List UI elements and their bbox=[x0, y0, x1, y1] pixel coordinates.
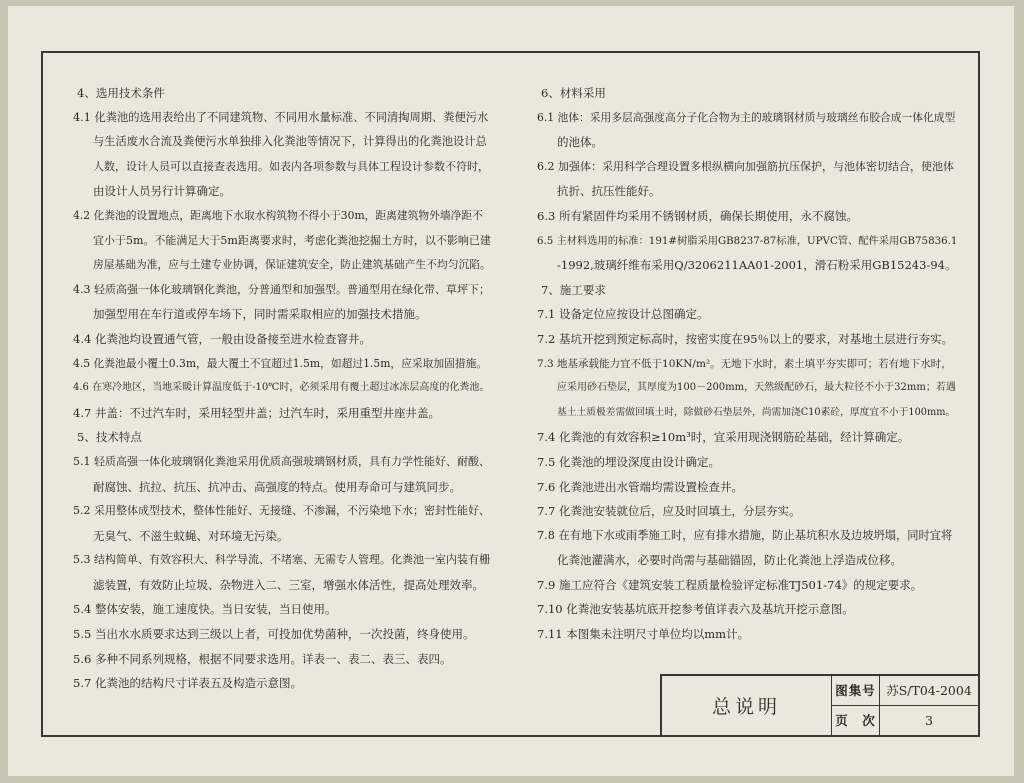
atlas-number-label: 图集号 bbox=[832, 676, 880, 706]
section-heading: 4、选用技术条件 bbox=[77, 86, 165, 100]
clause-line: 5.1 轻质高强一体化玻璃钢化粪池采用优质高强玻璃钢材质，具有力学性能好、耐酸、 bbox=[73, 454, 490, 468]
title-block bbox=[660, 674, 980, 737]
clause-continuation: -1992,玻璃纤维布采用Q/3206211AA01-2001，滑石粉采用GB15243-94。 bbox=[557, 258, 957, 273]
clause-continuation: 的池体。 bbox=[557, 135, 603, 150]
clause-line: 6.5 主材料选用的标准：191#树脂采用GB8237-87标准，UPVC管、配件采用GB75836.1 bbox=[537, 234, 958, 247]
clause-continuation: 宜小于5m。不能满足大于5m距离要求时，考虑化粪池挖掘土方时，以不影响已建 bbox=[93, 233, 491, 247]
clause-line: 7.6 化粪池进出水管端均需设置检查井。 bbox=[537, 479, 743, 494]
clause-line: 5.5 当出水水质要求达到三级以上者，可投加优势菌种，一次投菌，终身使用。 bbox=[73, 627, 475, 642]
clause-line: 6.3 所有紧固件均采用不锈钢材质，确保长期使用，永不腐蚀。 bbox=[537, 208, 858, 223]
clause-line: 4.3 轻质高强一体化玻璃钢化粪池，分普通型和加强型。普通型用在绿化带、草坪下； bbox=[73, 282, 490, 296]
clause-line: 4.6 在寒冷地区，当地采暖计算温度低于-10℃时，必须采用有覆土超过冰冻层高度的化粪池。 bbox=[73, 382, 490, 394]
page-number-label: 页 次 bbox=[832, 706, 880, 736]
clause-line: 7.2 基坑开挖到预定标高时，按密实度在95％以上的要求，对基地土层进行夯实。 bbox=[537, 331, 954, 346]
atlas-number-value: 苏S/T04-2004 bbox=[880, 676, 978, 706]
clause-line: 7.4 化粪池的有效容积≥10m³时，宜采用现浇钢筋砼基础，经计算确定。 bbox=[537, 430, 910, 445]
clause-line: 7.7 化粪池安装就位后，应及时回填土，分层夯实。 bbox=[537, 504, 801, 519]
section-heading: 6、材料采用 bbox=[541, 86, 606, 100]
clause-line: 5.2 采用整体成型技术，整体性能好、无接缝、不渗漏，不污染地下水；密封性能好、 bbox=[73, 504, 490, 518]
drawing-sheet bbox=[8, 6, 1014, 776]
clause-line: 5.7 化粪池的结构尺寸详表五及构造示意图。 bbox=[73, 676, 302, 691]
clause-line: 7.1 设备定位应按设计总图确定。 bbox=[537, 307, 709, 322]
clause-line: 5.3 结构简单、有效容积大、科学导流、不堵塞、无需专人管理。化粪池一室内装有栅 bbox=[73, 553, 490, 567]
clause-line: 7.8 在有地下水或雨季施工时，应有排水措施，防止基坑积水及边坡坍塌，同时宜将 bbox=[537, 528, 953, 542]
clause-line: 4.5 化粪池最小覆土0.3m，最大覆土不宜超过1.5m，如超过1.5m，应采取加固措施。 bbox=[73, 356, 488, 370]
clause-continuation: 抗折、抗压性能好。 bbox=[557, 184, 661, 199]
left-text-column bbox=[73, 81, 491, 696]
clause-continuation: 滤装置，有效防止垃圾、杂物进入二、三室，增强水体活性，提高处理效率。 bbox=[93, 577, 484, 592]
clause-line: 7.10 化粪池安装基坑底开挖参考值详表六及基坑开挖示意图。 bbox=[537, 602, 854, 617]
clause-line: 4.4 化粪池均设置通气管，一般由设备接至进水检查窨井。 bbox=[73, 331, 371, 346]
clause-continuation: 耐腐蚀、抗拉、抗压、抗冲击、高强度的特点。使用寿命可与建筑同步。 bbox=[93, 479, 461, 494]
drawing-frame bbox=[41, 51, 980, 737]
clause-continuation: 与生活废水合流及粪便污水单独排入化粪池等情况下，计算得出的化粪池设计总 bbox=[93, 135, 487, 149]
section-heading: 5、技术特点 bbox=[77, 430, 142, 445]
clause-line: 7.11 本图集未注明尺寸单位均以mm计。 bbox=[537, 627, 750, 642]
clause-line: 5.4 整体安装，施工速度快。当日安装，当日使用。 bbox=[73, 602, 337, 617]
clause-line: 6.1 池体：采用多层高强度高分子化合物为主的玻璃钢材质与玻璃丝布胶合成一体化成型 bbox=[537, 110, 956, 124]
clause-line: 7.9 施工应符合《建筑安装工程质量检验评定标准TJ501-74》的规定要求。 bbox=[537, 577, 923, 592]
clause-continuation: 人数，设计人员可以直接查表选用。如表内各项参数与具体工程设计参数不符时， bbox=[93, 159, 489, 173]
section-heading: 7、施工要求 bbox=[541, 282, 606, 297]
clause-continuation: 无臭气、不滋生蚊蝇、对环境无污染。 bbox=[93, 528, 289, 543]
clause-line: 7.3 地基承载能力宜不低于10KN/m²。无地下水时，素土填平夯实即可；若有地下水时， bbox=[537, 357, 952, 370]
clause-continuation: 房屋基础为准，应与土建专业协调，保证建筑安全，防止建筑基础产生不均匀沉陷。 bbox=[93, 258, 491, 272]
right-text-column bbox=[537, 81, 957, 647]
clause-continuation: 应采用砂石垫层，其厚度为100－200mm，天然级配砂石，最大粒径不小于32mm；若遇 bbox=[557, 382, 956, 394]
clause-line: 4.2 化粪池的设置地点，距离地下水取水构筑物不得小于30m，距离建筑物外墙净距不 bbox=[73, 208, 483, 222]
page-number-value: 3 bbox=[925, 712, 933, 728]
sheet-title: 总说明 bbox=[662, 676, 832, 735]
clause-line: 6.2 加强体：采用科学合理设置多根纵横向加强筋抗压保护，与池体密切结合，使池体 bbox=[537, 159, 954, 173]
clause-continuation: 加强型用在车行道或停车场下，同时需采取相应的加强技术措施。 bbox=[93, 307, 427, 322]
clause-line: 4.7 井盖：不过汽车时，采用轻型井盖；过汽车时，采用重型井座井盖。 bbox=[73, 405, 440, 420]
clause-continuation: 由设计人员另行计算确定。 bbox=[93, 184, 231, 199]
clause-line: 4.1 化粪池的选用表给出了不同建筑物、不同用水量标准、不同清掏周期、粪便污水 bbox=[73, 110, 489, 124]
clause-line: 7.5 化粪池的埋设深度由设计确定。 bbox=[537, 454, 720, 469]
clause-line: 5.6 多种不同系列规格，根据不同要求选用。详表一、表二、表三、表四。 bbox=[73, 651, 452, 666]
clause-continuation: 化粪池灌满水，必要时尚需与基础锚固，防止化粪池上浮造成位移。 bbox=[557, 553, 902, 568]
clause-continuation: 基土土质极差需做回填土时，除做砂石垫层外，尚需加浇C10素砼，厚度宜不小于100mm。 bbox=[557, 406, 956, 418]
